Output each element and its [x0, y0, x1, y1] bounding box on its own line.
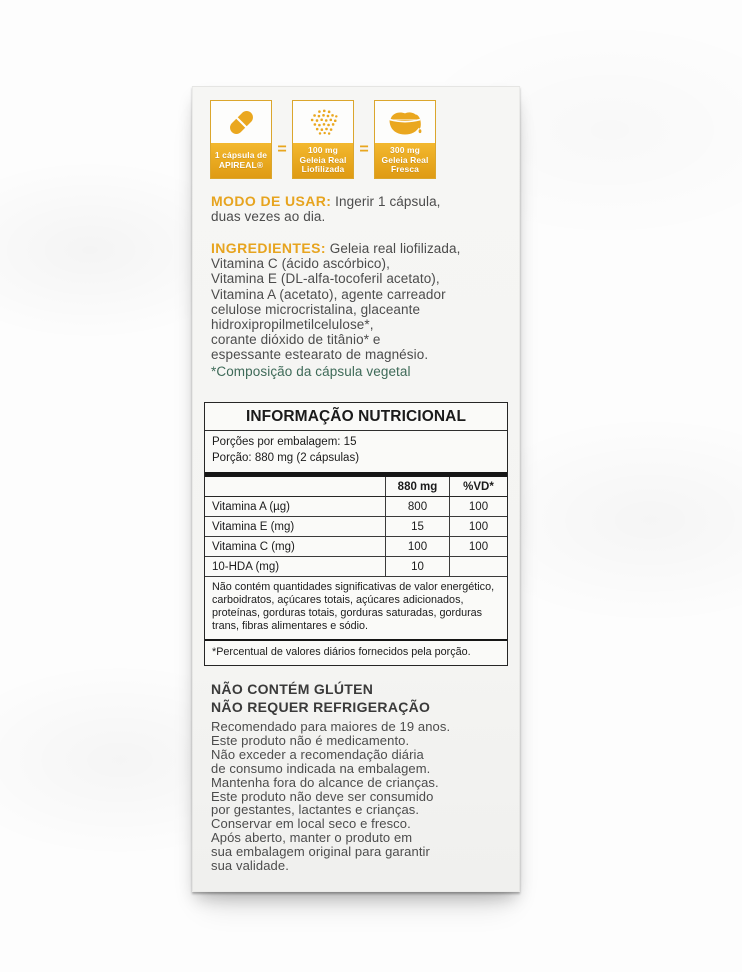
- equivalence-card-capsule: [210, 100, 272, 179]
- nutrition-title: INFORMAÇÃO NUTRICIONAL: [205, 403, 507, 431]
- ingredients-line: Vitamina A (acetato), agente carreador: [211, 286, 446, 302]
- band-line: 300 mg: [390, 145, 420, 156]
- ingredients-line: espessante estearato de magnésio.: [211, 347, 429, 363]
- band-line: Geleia Real: [299, 154, 347, 165]
- band-line: Fresca: [390, 164, 419, 175]
- servings-block: [205, 431, 507, 477]
- equivalence-label: [375, 143, 435, 178]
- powder-icon: [293, 101, 353, 143]
- ingredients-line: corante dióxido de titânio* e: [211, 332, 381, 348]
- nutrient-vd: [449, 557, 507, 576]
- usage-text-line2: duas vezes ao dia.: [211, 209, 326, 225]
- nutrition-table: [204, 402, 508, 666]
- nutrition-row: [205, 557, 507, 577]
- ingredients-line: Vitamina C (ácido ascórbico),: [211, 256, 390, 272]
- nutrient-amount: 100: [385, 537, 449, 556]
- equivalence-label: [211, 143, 271, 178]
- warning-line: de consumo indicada na embalagem.: [211, 760, 431, 776]
- warning-line: sua embalagem original para garantir: [211, 844, 430, 860]
- col-nutrient-header: [205, 477, 385, 496]
- nutrition-note: Não contém quantidades significativas de valor energético, carboidratos, açúcares totais, açúcares adicionados, proteínas, gorduras totais, gorduras saturadas, gorduras trans, fibras alimentares e sódio.: [205, 577, 507, 641]
- serving-size: Porção: 880 mg (2 cápsulas): [212, 451, 360, 464]
- capsule-note: *Composição da cápsula vegetal: [211, 364, 411, 379]
- claims: [211, 681, 430, 716]
- bowl-icon: [375, 101, 435, 143]
- ingredients-line: celulose microcristalina, glaceante: [211, 301, 421, 317]
- nutrient-amount: 15: [385, 517, 449, 536]
- claim-line: NÃO REQUER REFRIGERAÇÃO: [211, 698, 431, 715]
- nutrient-amount: 10: [385, 557, 449, 576]
- warning-line: Este produto não é medicamento.: [211, 732, 410, 748]
- warning-line: Este produto não deve ser consumido: [211, 788, 434, 804]
- warning-line: Recomendado para maiores de 19 anos.: [211, 719, 451, 734]
- nutrient-vd: 100: [449, 497, 507, 516]
- nutrient-name: Vitamina E (mg): [212, 520, 295, 533]
- nutrient-vd: 100: [449, 537, 507, 556]
- warning-line: sua validade.: [211, 858, 289, 874]
- warning-line: Mantenha fora do alcance de crianças.: [211, 774, 439, 790]
- col-amount-header: 880 mg: [385, 477, 449, 496]
- capsule-icon: [211, 101, 271, 143]
- usage-section: [211, 194, 513, 224]
- usage-label: MODO DE USAR:: [211, 193, 332, 209]
- nutrition-row: [205, 497, 507, 517]
- ingredients-line: Vitamina E (DL-alfa-tocoferil acetato),: [211, 271, 440, 287]
- warning-line: Após aberto, manter o produto em: [211, 830, 413, 846]
- nutrient-name: Vitamina A (µg): [212, 500, 291, 513]
- equals-sign: =: [359, 141, 369, 158]
- warning-line: Conservar em local seco e fresco.: [211, 816, 411, 832]
- band-line: Geleia Real: [381, 154, 429, 165]
- ingredients-first-line: Geleia real liofilizada,: [329, 241, 461, 256]
- nutrient-name: Vitamina C (mg): [212, 540, 295, 553]
- ingredients-section: [211, 241, 517, 363]
- nutrition-header-row: [205, 477, 507, 497]
- col-vd-header: %VD*: [449, 477, 507, 496]
- nutrition-row: [205, 517, 507, 537]
- warnings: [211, 720, 513, 873]
- nutrient-name: 10-HDA (mg): [212, 560, 280, 573]
- servings-per-pack: Porções por embalagem: 15: [212, 436, 357, 448]
- band-line: 100 mg: [308, 145, 338, 156]
- nutrient-vd: 100: [449, 517, 507, 536]
- nutrition-row: [205, 537, 507, 557]
- nutrition-footnote: *Percentual de valores diários fornecidos pela porção.: [212, 646, 471, 658]
- usage-text-line1: Ingerir 1 cápsula,: [335, 194, 441, 209]
- warning-line: por gestantes, lactantes e crianças.: [211, 802, 420, 818]
- band-line: APIREAL®: [218, 159, 264, 170]
- equals-sign: =: [277, 141, 287, 158]
- package-back-panel: [192, 86, 520, 892]
- nutrient-amount: 800: [385, 497, 449, 516]
- ingredients-line: hidroxipropilmetilcelulose*,: [211, 317, 374, 333]
- equivalence-label: [293, 143, 353, 178]
- ingredients-label: INGREDIENTES:: [211, 240, 326, 256]
- equivalence-card-lyophilized: [292, 100, 354, 179]
- warning-line: Não exceder a recomendação diária: [211, 746, 424, 762]
- equivalence-row: [210, 100, 436, 179]
- band-line: 1 cápsula de: [214, 149, 268, 160]
- claim-line: NÃO CONTÉM GLÚTEN: [211, 681, 374, 697]
- band-line: Liofilizada: [301, 164, 345, 175]
- equivalence-card-fresh: [374, 100, 436, 179]
